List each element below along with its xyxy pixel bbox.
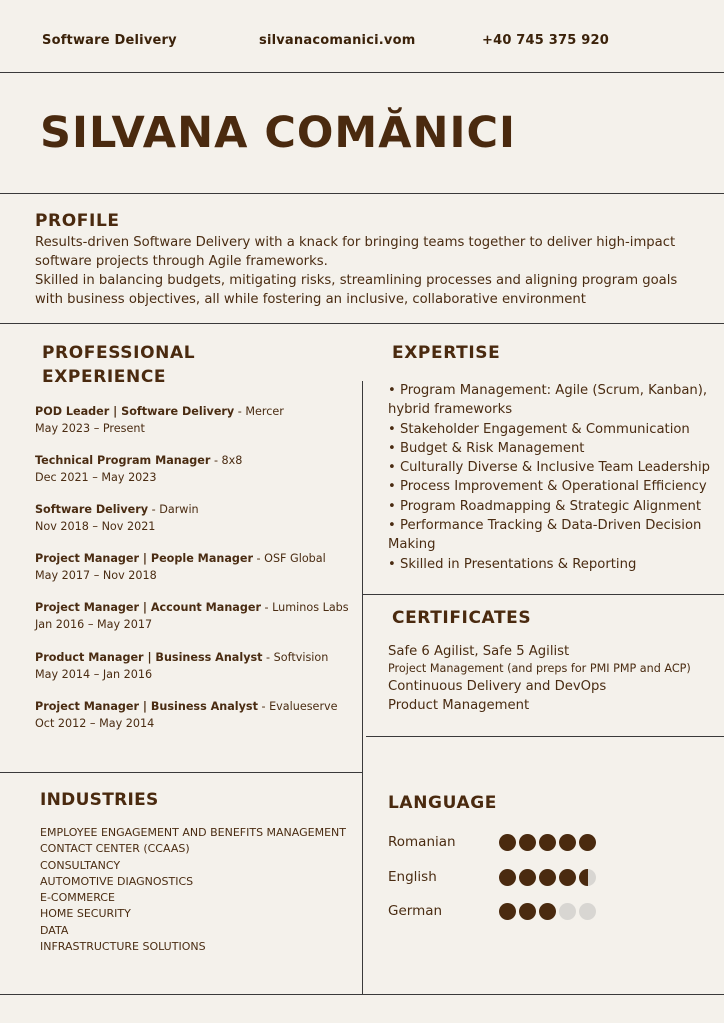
header-phone[interactable]: +40 745 375 920	[482, 33, 609, 48]
divider-top	[0, 72, 724, 73]
job-company: - Evalueserve	[257, 700, 338, 713]
proficiency-dot	[499, 903, 516, 920]
job-dates: Nov 2018 – Nov 2021	[35, 520, 156, 533]
job-title: Project Manager | Account Manager	[35, 601, 261, 614]
certificate-item: Continuous Delivery and DevOps	[388, 679, 607, 694]
divider-profile	[0, 323, 724, 324]
job-title: Software Delivery	[35, 503, 149, 516]
proficiency-dot	[539, 869, 556, 886]
expertise-item: • Stakeholder Engagement & Communication	[388, 421, 690, 437]
job-entry	[35, 403, 284, 437]
industry-item: E-COMMERCE	[40, 891, 115, 905]
proficiency-dot	[519, 834, 536, 851]
proficiency-dots	[499, 869, 599, 887]
industry-item: INFRASTRUCTURE SOLUTIONS	[40, 940, 206, 954]
profile-paragraph: Results-driven Software Delivery with a knack for bringing teams together to deliver high-impact software projects through Agile frameworks.	[35, 235, 676, 269]
proficiency-dot	[539, 903, 556, 920]
industry-item: DATA	[40, 923, 69, 937]
expertise-list	[388, 381, 718, 574]
language-heading: LANGUAGE	[388, 793, 497, 813]
page-title: SILVANA COMĂNICI	[40, 108, 517, 158]
proficiency-dot	[579, 834, 596, 851]
job-entry	[35, 599, 349, 633]
header-role: Software Delivery	[42, 33, 177, 48]
job-dates: May 2017 – Nov 2018	[35, 569, 157, 582]
job-company: - OSF Global	[253, 552, 326, 565]
industry-item: CONTACT CENTER (CCAAS)	[40, 842, 190, 856]
job-dates: May 2014 – Jan 2016	[35, 668, 153, 681]
proficiency-dot	[539, 834, 556, 851]
proficiency-dot	[559, 903, 576, 920]
proficiency-dots	[499, 903, 599, 921]
divider-bottom	[0, 994, 724, 995]
expertise-item: • Program Roadmapping & Strategic Alignment	[388, 498, 701, 514]
divider-experience	[0, 772, 362, 773]
job-company: - Darwin	[148, 503, 199, 516]
expertise-item: • Skilled in Presentations & Reporting	[388, 556, 637, 572]
job-title: Project Manager | People Manager	[35, 552, 253, 565]
industries-heading: INDUSTRIES	[40, 790, 159, 810]
experience-heading-line: PROFESSIONAL	[42, 343, 196, 363]
job-entry	[35, 452, 242, 486]
experience-heading-line: EXPERIENCE	[42, 367, 167, 387]
expertise-item: • Performance Tracking & Data-Driven Decision Making	[388, 518, 702, 553]
expertise-item: • Program Management: Agile (Scrum, Kanban), hybrid frameworks	[388, 383, 708, 418]
job-company: - Softvision	[262, 651, 329, 664]
expertise-heading: EXPERTISE	[392, 343, 501, 363]
proficiency-dot	[519, 869, 536, 886]
industry-item: EMPLOYEE ENGAGEMENT AND BENEFITS MANAGEMENT	[40, 826, 346, 839]
job-entry	[35, 501, 199, 535]
proficiency-dot	[579, 903, 596, 920]
expertise-item: • Process Improvement & Operational Efficiency	[388, 479, 707, 495]
job-entry	[35, 698, 338, 732]
job-entry	[35, 649, 328, 683]
job-dates: Oct 2012 – May 2014	[35, 717, 155, 730]
industries-list	[40, 825, 346, 955]
certificates-heading: CERTIFICATES	[392, 608, 532, 628]
job-company: - Mercer	[234, 405, 284, 418]
job-title: Technical Program Manager	[35, 454, 211, 467]
language-name: Romanian	[388, 834, 456, 850]
job-dates: May 2023 – Present	[35, 422, 145, 435]
experience-heading	[42, 341, 195, 389]
proficiency-dot	[579, 869, 596, 886]
expertise-item: • Culturally Diverse & Inclusive Team Leadership	[388, 460, 711, 476]
job-entry	[35, 550, 326, 584]
certificate-item: Safe 6 Agilist, Safe 5 Agilist	[388, 644, 570, 659]
job-dates: Dec 2021 – May 2023	[35, 471, 157, 484]
certificate-item: Project Management (and preps for PMI PMP and ACP)	[388, 662, 691, 675]
industry-item: HOME SECURITY	[40, 907, 131, 921]
proficiency-dot	[499, 869, 516, 886]
industry-item: CONSULTANCY	[40, 858, 121, 872]
proficiency-dots	[499, 834, 599, 852]
job-company: - 8x8	[210, 454, 243, 467]
profile-heading: PROFILE	[35, 211, 120, 231]
job-title: Project Manager | Business Analyst	[35, 700, 258, 713]
job-company: - Luminos Labs	[260, 601, 349, 614]
profile-paragraph: Skilled in balancing budgets, mitigating risks, streamlining processes and aligning program goals with business objectives, all while fostering an inclusive, collaborative environment	[35, 273, 678, 307]
divider-certificates	[366, 736, 724, 737]
job-title: POD Leader | Software Delivery	[35, 405, 235, 418]
certificate-item: Product Management	[388, 698, 530, 713]
divider-name	[0, 193, 724, 194]
profile-text	[35, 233, 705, 309]
proficiency-dot	[519, 903, 536, 920]
header-bar	[42, 33, 704, 53]
expertise-item: • Budget & Risk Management	[388, 440, 585, 456]
proficiency-dot	[559, 834, 576, 851]
industry-item: AUTOMOTIVE DIAGNOSTICS	[40, 874, 194, 888]
proficiency-dot	[499, 834, 516, 851]
column-divider	[362, 381, 363, 994]
language-name: English	[388, 869, 437, 885]
header-website[interactable]: silvanacomanici.vom	[259, 33, 416, 48]
job-dates: Jan 2016 – May 2017	[35, 618, 153, 631]
divider-expertise	[362, 594, 724, 595]
language-name: German	[388, 903, 443, 919]
job-title: Product Manager | Business Analyst	[35, 651, 263, 664]
proficiency-dot	[559, 869, 576, 886]
